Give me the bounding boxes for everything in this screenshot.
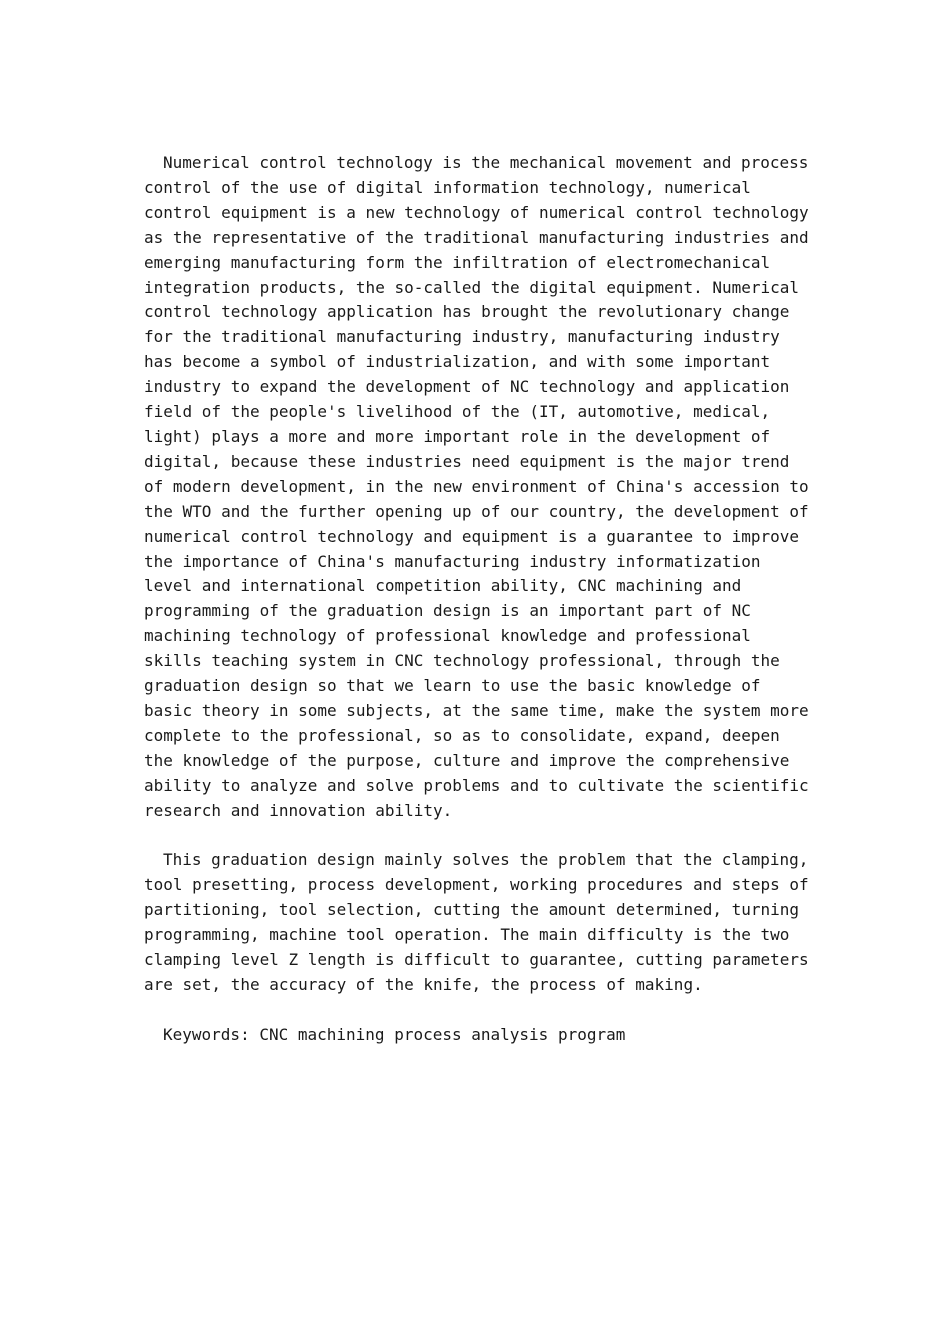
keywords-line: Keywords: CNC machining process analysis program bbox=[163, 1024, 626, 1044]
abstract-paragraph-1: Numerical control technology is the mechanical movement and process control of the use of digital information technology, numerical control equipment is a new technology of numerical control technology as the representative of the traditional manufacturing industries and emerging manufacturing form the infiltration of electromechanical integration products, the so-called the digital equipment. Numerical control technology application has brought the revolutionary change for the traditional manufacturing industry, manufacturing industry has become a symbol of industrialization, and with some important industry to expand the development of NC technology and application field of the people's livelihood of the (IT, automotive, medical, light) plays a more and more important role in the development of digital, because these industries need equipment is the major trend of modern development, in the new environment of China's accession to the WTO and the further opening up of our country, the development of numerical control technology and equipment is a guarantee to improve the importance of China's manufacturing industry informatization level and international competition ability, CNC machining and programming of the graduation design is an important part of NC machining technology of professional knowledge and professional skills teaching system in CNC technology professional, through the graduation design so that we learn to use the basic knowledge of basic theory in some subjects, at the same time, make the system more complete to the professional, so as to consolidate, expand, deepen the knowledge of the purpose, culture and improve the comprehensive ability to analyze and solve problems and to cultivate the scientific research and innovation ability. bbox=[144, 153, 819, 820]
abstract-body bbox=[144, 151, 819, 1072]
abstract-paragraph-2: This graduation design mainly solves the problem that the clamping, tool presetting, process development, working procedures and steps of partitioning, tool selection, cutting the amount determined, turning programming, machine tool operation. The main difficulty is the two clamping level Z length is difficult to guarantee, cutting parameters are set, the accuracy of the knife, the process of making. bbox=[144, 850, 819, 994]
